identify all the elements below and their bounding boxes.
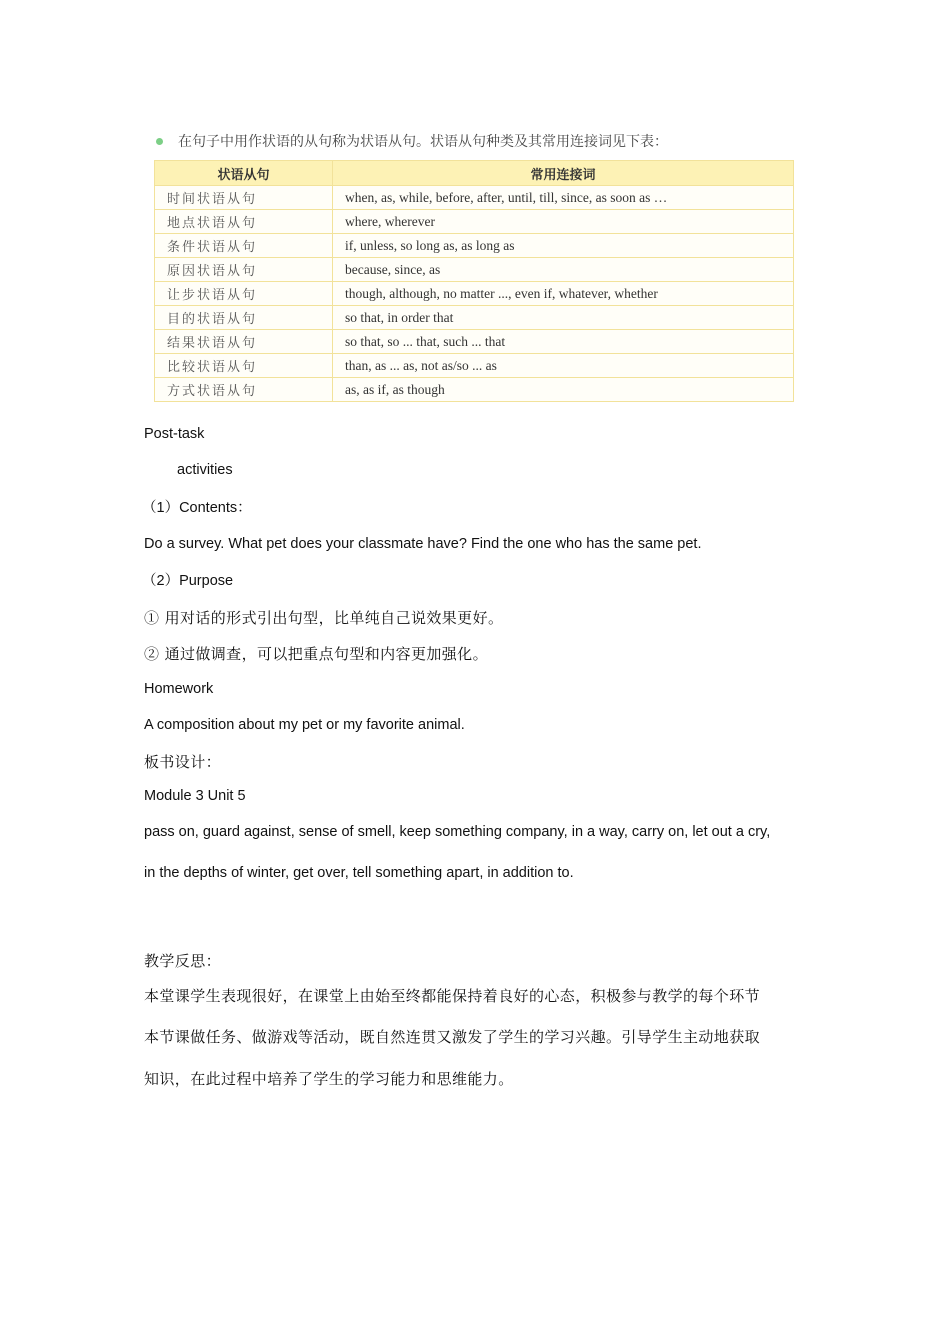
conjunctions-cell: than, as ... as, not as/so ... as xyxy=(333,354,794,378)
reflection-heading: 教学反思： xyxy=(144,952,222,970)
clause-type-cell: 方式状语从句 xyxy=(155,378,333,402)
board-title: Module 3 Unit 5 xyxy=(144,788,246,804)
conjunctions-cell: though, although, no matter ..., even if, whatever, whether xyxy=(333,282,794,306)
conjunctions-cell: so that, so ... that, such ... that xyxy=(333,330,794,354)
post-task-heading: Post-task xyxy=(144,426,205,442)
table-header-row xyxy=(155,161,794,186)
purpose-label: （2）Purpose xyxy=(142,573,234,589)
table-row xyxy=(155,234,794,258)
table-row xyxy=(155,306,794,330)
clause-type-cell: 原因状语从句 xyxy=(155,258,333,282)
bullet-icon xyxy=(156,138,163,145)
clause-type-cell: 地点状语从句 xyxy=(155,210,333,234)
table-row xyxy=(155,378,794,402)
post-task-subheading: activities xyxy=(177,462,233,478)
reflection-line-1: 本堂课学生表现很好，在课堂上由始至终都能保持着良好的心态，积极参与教学的每个环节 xyxy=(144,987,761,1005)
purpose-item-2: ② 通过做调查，可以把重点句型和内容更加强化。 xyxy=(144,645,488,663)
purpose-item-1: ① 用对话的形式引出句型，比单纯自己说效果更好。 xyxy=(144,609,504,627)
table-row xyxy=(155,210,794,234)
board-design-heading: 板书设计： xyxy=(144,753,222,771)
reflection-line-3: 知识，在此过程中培养了学生的学习能力和思维能力。 xyxy=(144,1070,514,1088)
table-row xyxy=(155,330,794,354)
homework-heading: Homework xyxy=(144,681,214,697)
reflection-line-2: 本节课做任务、做游戏等活动，既自然连贯又激发了学生的学习兴趣。引导学生主动地获取 xyxy=(144,1028,761,1046)
contents-label: （1）Contents： xyxy=(142,500,252,516)
adverbial-clause-table-image xyxy=(150,124,796,404)
conjunctions-cell: when, as, while, before, after, until, till, since, as soon as … xyxy=(333,186,794,210)
conjunctions-cell: so that, in order that xyxy=(333,306,794,330)
conjunctions-cell: as, as if, as though xyxy=(333,378,794,402)
clause-type-cell: 结果状语从句 xyxy=(155,330,333,354)
conjunctions-cell: where, wherever xyxy=(333,210,794,234)
clause-type-cell: 条件状语从句 xyxy=(155,234,333,258)
clause-type-cell: 让步状语从句 xyxy=(155,282,333,306)
adverbial-clause-table xyxy=(154,160,794,402)
clause-type-cell: 目的状语从句 xyxy=(155,306,333,330)
table-header-clause-type: 状语从句 xyxy=(155,161,333,186)
contents-text: Do a survey. What pet does your classmate have? Find the one who has the same pet. xyxy=(144,536,702,552)
table-header-conjunctions: 常用连接词 xyxy=(333,161,794,186)
board-phrases-line-2: in the depths of winter, get over, tell something apart, in addition to. xyxy=(144,865,574,881)
conjunctions-cell: if, unless, so long as, as long as xyxy=(333,234,794,258)
homework-text: A composition about my pet or my favorite animal. xyxy=(144,717,465,733)
clause-type-cell: 时间状语从句 xyxy=(155,186,333,210)
table-intro-text: 在句子中用作状语的从句称为状语从句。状语从句种类及其常用连接词见下表： xyxy=(178,134,668,150)
table-row xyxy=(155,258,794,282)
table-row xyxy=(155,354,794,378)
clause-type-cell: 比较状语从句 xyxy=(155,354,333,378)
table-intro xyxy=(152,130,668,152)
conjunctions-cell: because, since, as xyxy=(333,258,794,282)
table-row xyxy=(155,282,794,306)
board-phrases-line-1: pass on, guard against, sense of smell, keep something company, in a way, carry on, let out a cry, xyxy=(144,824,771,840)
table-row xyxy=(155,186,794,210)
